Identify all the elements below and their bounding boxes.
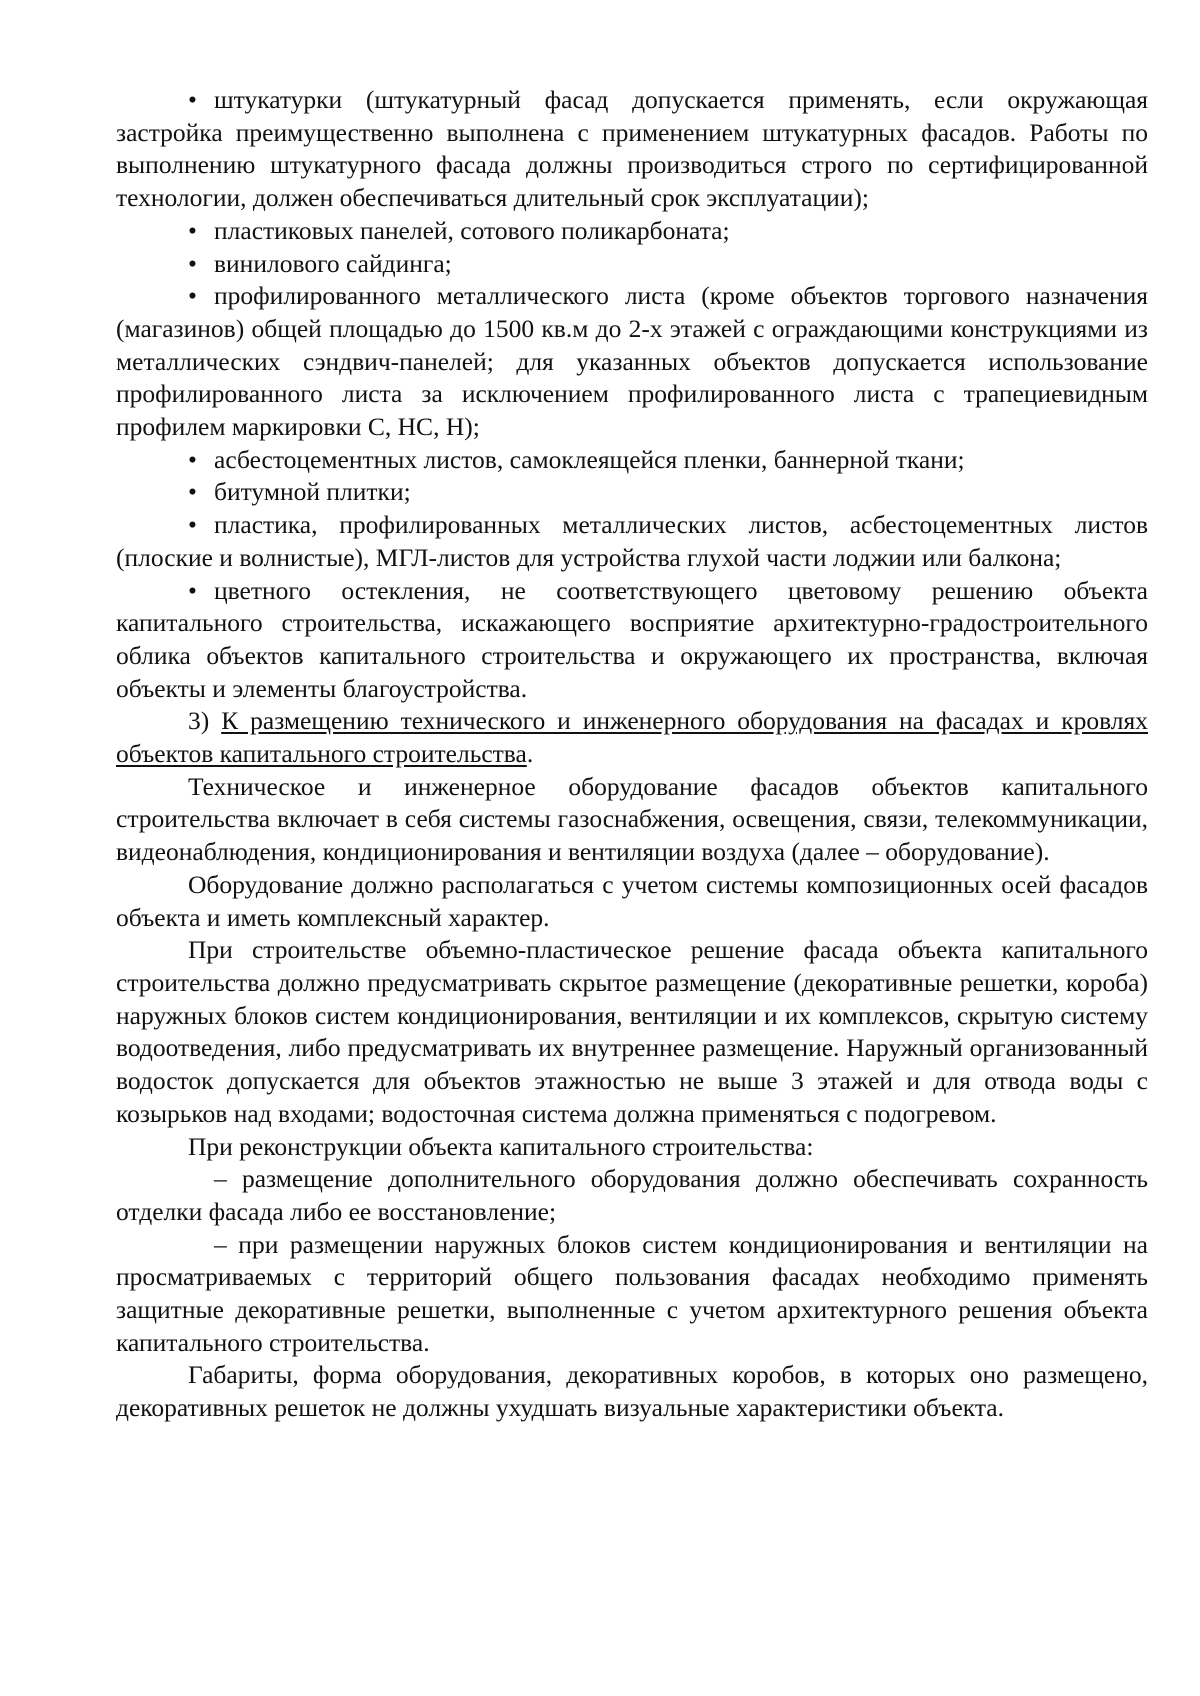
section-title: К размещению технического и инженерного оборудования на фасадах и кровлях объектов капитального строительства <box>116 706 1148 769</box>
list-item-text: пластиковых панелей, сотового поликарбоната; <box>214 215 730 245</box>
list-item-text: профилированного металлического листа (кроме объектов торгового назначения (магазинов) общей площадью до 1500 кв.м до 2-х этажей с ограждающими конструкциями из металлических сэндвич-панелей; для указанных объектов допускается использование профилированного листа за исключением профилированного листа с трапециевидным профилем маркировки С, НС, Н); <box>116 281 1148 442</box>
list-item-text: пластика, профилированных металлических листов, асбестоцементных листов (плоские и волнистые), МГЛ-листов для устройства глухой части лоджии или балкона; <box>116 510 1148 572</box>
bullet-icon: • <box>188 444 197 474</box>
list-item <box>116 509 1148 574</box>
document-page <box>116 84 1148 1425</box>
list-item-text: штукатурки (штукатурный фасад допускается применять, если окружающая застройка преимущественно выполнена с применением штукатурных фасадов. Работы по выполнению штукатурного фасада должны производиться строго по сертифицированной технологии, должен обеспечиваться длительный срок эксплуатации); <box>116 85 1148 213</box>
list-item <box>116 476 1148 509</box>
list-item-text: винилового сайдинга; <box>214 248 452 278</box>
bullet-icon: • <box>188 215 197 245</box>
bullet-icon: • <box>188 85 197 114</box>
dash-list-item: – при размещении наружных блоков систем кондиционирования и вентиляции на просматриваемых с территорий общего пользования фасадах необходимо применять защитные декоративные решетки, выполненные с учетом архитектурного решения объекта капитального строительства. <box>116 1229 1148 1357</box>
list-item-text: цветного остекления, не соответствующего цветовому решению объекта капитального строительства, искажающего восприятие архитектурно-градостроительного облика объектов капитального строительства и окружающего их пространства, включая объекты и элементы благоустройства. <box>116 575 1148 703</box>
list-item <box>116 575 1148 706</box>
paragraph: При реконструкции объекта капитального строительства: <box>188 1131 814 1161</box>
bullet-icon: • <box>188 281 197 311</box>
bullet-icon: • <box>188 248 197 278</box>
paragraph: Габариты, форма оборудования, декоративных коробов, в которых оно размещено, декоративных решеток не должны ухудшать визуальные характеристики объекта. <box>116 1360 1148 1423</box>
paragraph: При строительстве объемно-пластическое решение фасада объекта капитального строительства должно предусматривать скрытое размещение (декоративные решетки, короба) наружных блоков систем кондиционирования, вентиляции и их комплексов, скрытую систему водоотведения, либо предусматривать их внутреннее размещение. Наружный организованный водосток допускается для объектов этажностью не выше 3 этажей и для отвода воды с козырьков над входами; водосточная система должна применяться с подогревом. <box>116 935 1148 1128</box>
list-item <box>116 84 1148 215</box>
bullet-icon: • <box>188 575 197 605</box>
list-item <box>116 215 1148 248</box>
paragraph: Техническое и инженерное оборудование фасадов объектов капитального строительства включает в себя системы газоснабжения, освещения, связи, телекоммуникации, видеонаблюдения, кондиционирования и вентиляции воздуха (далее – оборудование). <box>116 771 1148 867</box>
bullet-icon: • <box>188 477 197 507</box>
list-item-text: битумной плитки; <box>214 477 411 507</box>
dash-list-item: – размещение дополнительного оборудования должно обеспечивать сохранность отделки фасада либо ее восстановление; <box>116 1164 1148 1226</box>
list-item <box>116 444 1148 477</box>
paragraph: Оборудование должно располагаться с учетом системы композиционных осей фасадов объекта и иметь комплексный характер. <box>116 869 1148 932</box>
section-number: 3) <box>188 706 210 736</box>
section-title-end: . <box>526 739 534 769</box>
list-item <box>116 248 1148 281</box>
section-heading <box>116 705 1148 770</box>
list-item-text: асбестоцементных листов, самоклеящейся пленки, баннерной ткани; <box>214 444 965 474</box>
list-item <box>116 280 1148 444</box>
bullet-icon: • <box>188 510 197 540</box>
